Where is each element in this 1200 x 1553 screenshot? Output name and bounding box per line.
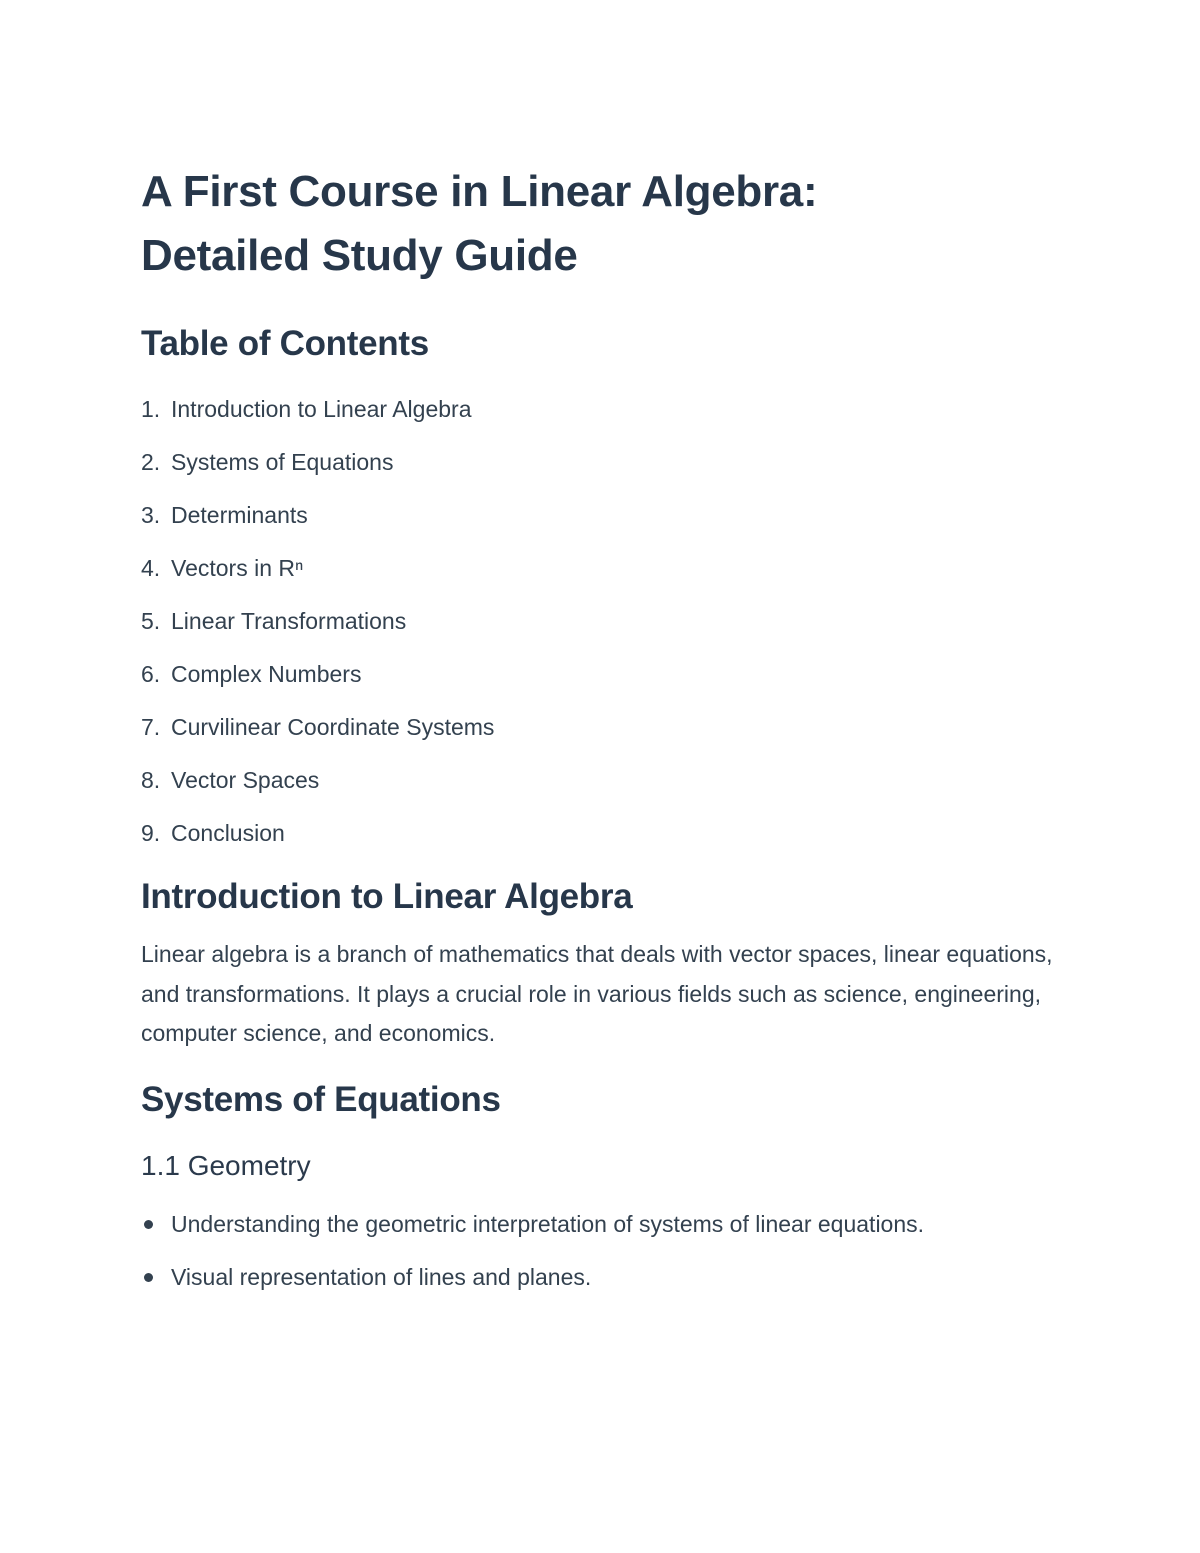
toc-item	[141, 449, 1071, 475]
toc-item-label: Vectors in Rⁿ	[171, 555, 304, 581]
toc-item-number: 3.	[141, 502, 161, 528]
table-of-contents	[141, 396, 1071, 846]
toc-item-number: 2.	[141, 449, 161, 475]
bullet-dot-icon	[144, 1220, 153, 1229]
toc-heading: Table of Contents	[141, 324, 429, 363]
toc-item	[141, 714, 1071, 740]
title-line-2: Detailed Study Guide	[141, 231, 578, 280]
document-page	[141, 160, 1071, 1310]
toc-item-number: 6.	[141, 661, 161, 687]
geometry-bullet-list	[141, 1204, 971, 1298]
bullet-dot-icon	[144, 1273, 153, 1282]
intro-paragraph: Linear algebra is a branch of mathematics that deals with vector spaces, linear equations, and transformations. It plays a crucial role in various fields such as science, engineering, computer science, and economics.	[141, 941, 1053, 1046]
toc-item-number: 5.	[141, 608, 161, 634]
list-item	[141, 1204, 971, 1245]
toc-item-number: 7.	[141, 714, 161, 740]
toc-item-label: Curvilinear Coordinate Systems	[171, 714, 495, 740]
title-line-1: A First Course in Linear Algebra:	[141, 167, 818, 216]
toc-item-label: Systems of Equations	[171, 449, 394, 475]
toc-item-label: Introduction to Linear Algebra	[171, 396, 472, 422]
toc-item-label: Vector Spaces	[171, 767, 320, 793]
toc-item-number: 8.	[141, 767, 161, 793]
toc-item-number: 1.	[141, 396, 161, 422]
systems-heading: Systems of Equations	[141, 1079, 501, 1119]
toc-item-label: Conclusion	[171, 820, 285, 846]
toc-item-label: Determinants	[171, 502, 308, 528]
geometry-subheading: 1.1 Geometry	[141, 1149, 311, 1181]
toc-item-label: Complex Numbers	[171, 661, 362, 687]
toc-item	[141, 661, 1071, 687]
intro-heading: Introduction to Linear Algebra	[141, 877, 633, 916]
toc-item-number: 4.	[141, 555, 161, 581]
list-item	[141, 1257, 971, 1298]
toc-item	[141, 555, 1071, 581]
list-item-text: Understanding the geometric interpretation of systems of linear equations.	[171, 1210, 925, 1237]
toc-item	[141, 502, 1071, 528]
toc-item-number: 9.	[141, 820, 161, 846]
toc-item-label: Linear Transformations	[171, 608, 407, 634]
toc-item	[141, 396, 1071, 422]
list-item-text: Visual representation of lines and planes.	[171, 1263, 592, 1290]
toc-item	[141, 767, 1071, 793]
toc-item	[141, 820, 1071, 846]
document-title	[141, 160, 1071, 288]
toc-item	[141, 608, 1071, 634]
